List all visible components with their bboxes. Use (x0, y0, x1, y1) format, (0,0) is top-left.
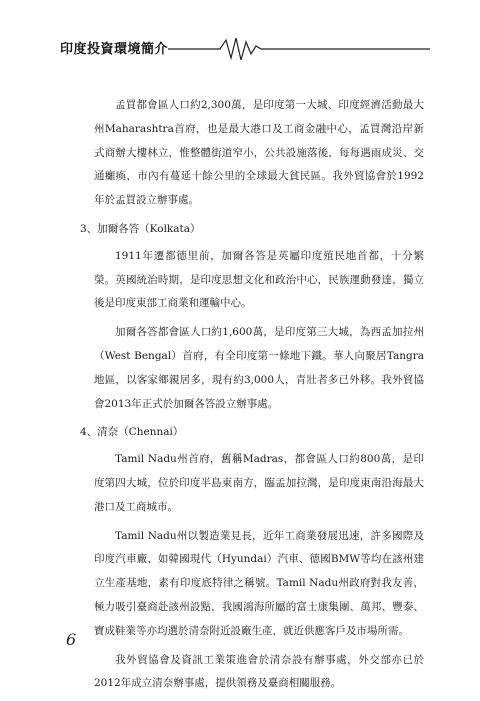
section-heading-chennai: 4、清奈（Chennai） (80, 426, 184, 439)
running-header (60, 34, 430, 64)
paragraph-mumbai: 孟買都會區人口約2,300萬，是印度第一大城、印度經濟活動最大州Maharashtra首府，也是最大港口及工商金融中心，孟買灣沿岸新式商辦大樓林立，惟整體街道窄小，公共設施落後，每每遇雨成災、交通癱瘓，市內有蔓延十餘公里的全球最大貧民區。我外貿協會於1992年於孟買設立辦事處。 (94, 99, 424, 207)
paragraph-chennai-overview: Tamil Nadu州首府，舊稱Madras，都會區人口約800萬，是印度第四大城，位於印度半島東南方，臨孟加拉灣，是印度東南沿海最大港口及工商城市。 (94, 453, 424, 513)
paragraph-chennai-industry: Tamil Nadu州以製造業見長，近年工商業發展迅速，許多國際及印度汽車廠、如韓國現代（Hyundai）汽車、德國BMW等均在該州建立生產基地，素有印度底特律之稱號。Tamil Nadu州政府對我友善，極力吸引臺商赴該州設點，我國鴻海所屬的富士康集團、萬邦、豐泰、寶成鞋業等亦均選於清奈附近設廠生產，就近供應客戶及市場所需。 (94, 529, 424, 637)
page-body (80, 94, 424, 701)
page-number: 6 (66, 630, 77, 649)
paragraph-kolkata-population: 加爾各答都會區人口約1,600萬，是印度第三大城，為西孟加拉州（West Bengal）首府，有全印度第一條地下鐵。華人向聚居Tangra地區，以客家鄉親居多，現有約3,000人，青壯者多已外移。我外貿協會2013年正式於加爾各答設立辦事處。 (94, 326, 424, 410)
paragraph-kolkata-history: 1911年遷都德里前，加爾各答是英屬印度殖民地首都，十分繁榮。英國統治時期，是印度思想文化和政治中心，民族運動發達，獨立後是印度東部工商業和運輸中心。 (94, 249, 424, 310)
header-title: 印度投資環境簡介 (60, 42, 169, 57)
paragraph-chennai-offices: 我外貿協會及資訊工業策進會於清奈設有辦事處，外交部亦已於2012年成立清奈辦事處，提供領務及臺商相關服務。 (94, 653, 424, 690)
section-heading-kolkata: 3、加爾各答（Kolkata） (80, 222, 201, 235)
